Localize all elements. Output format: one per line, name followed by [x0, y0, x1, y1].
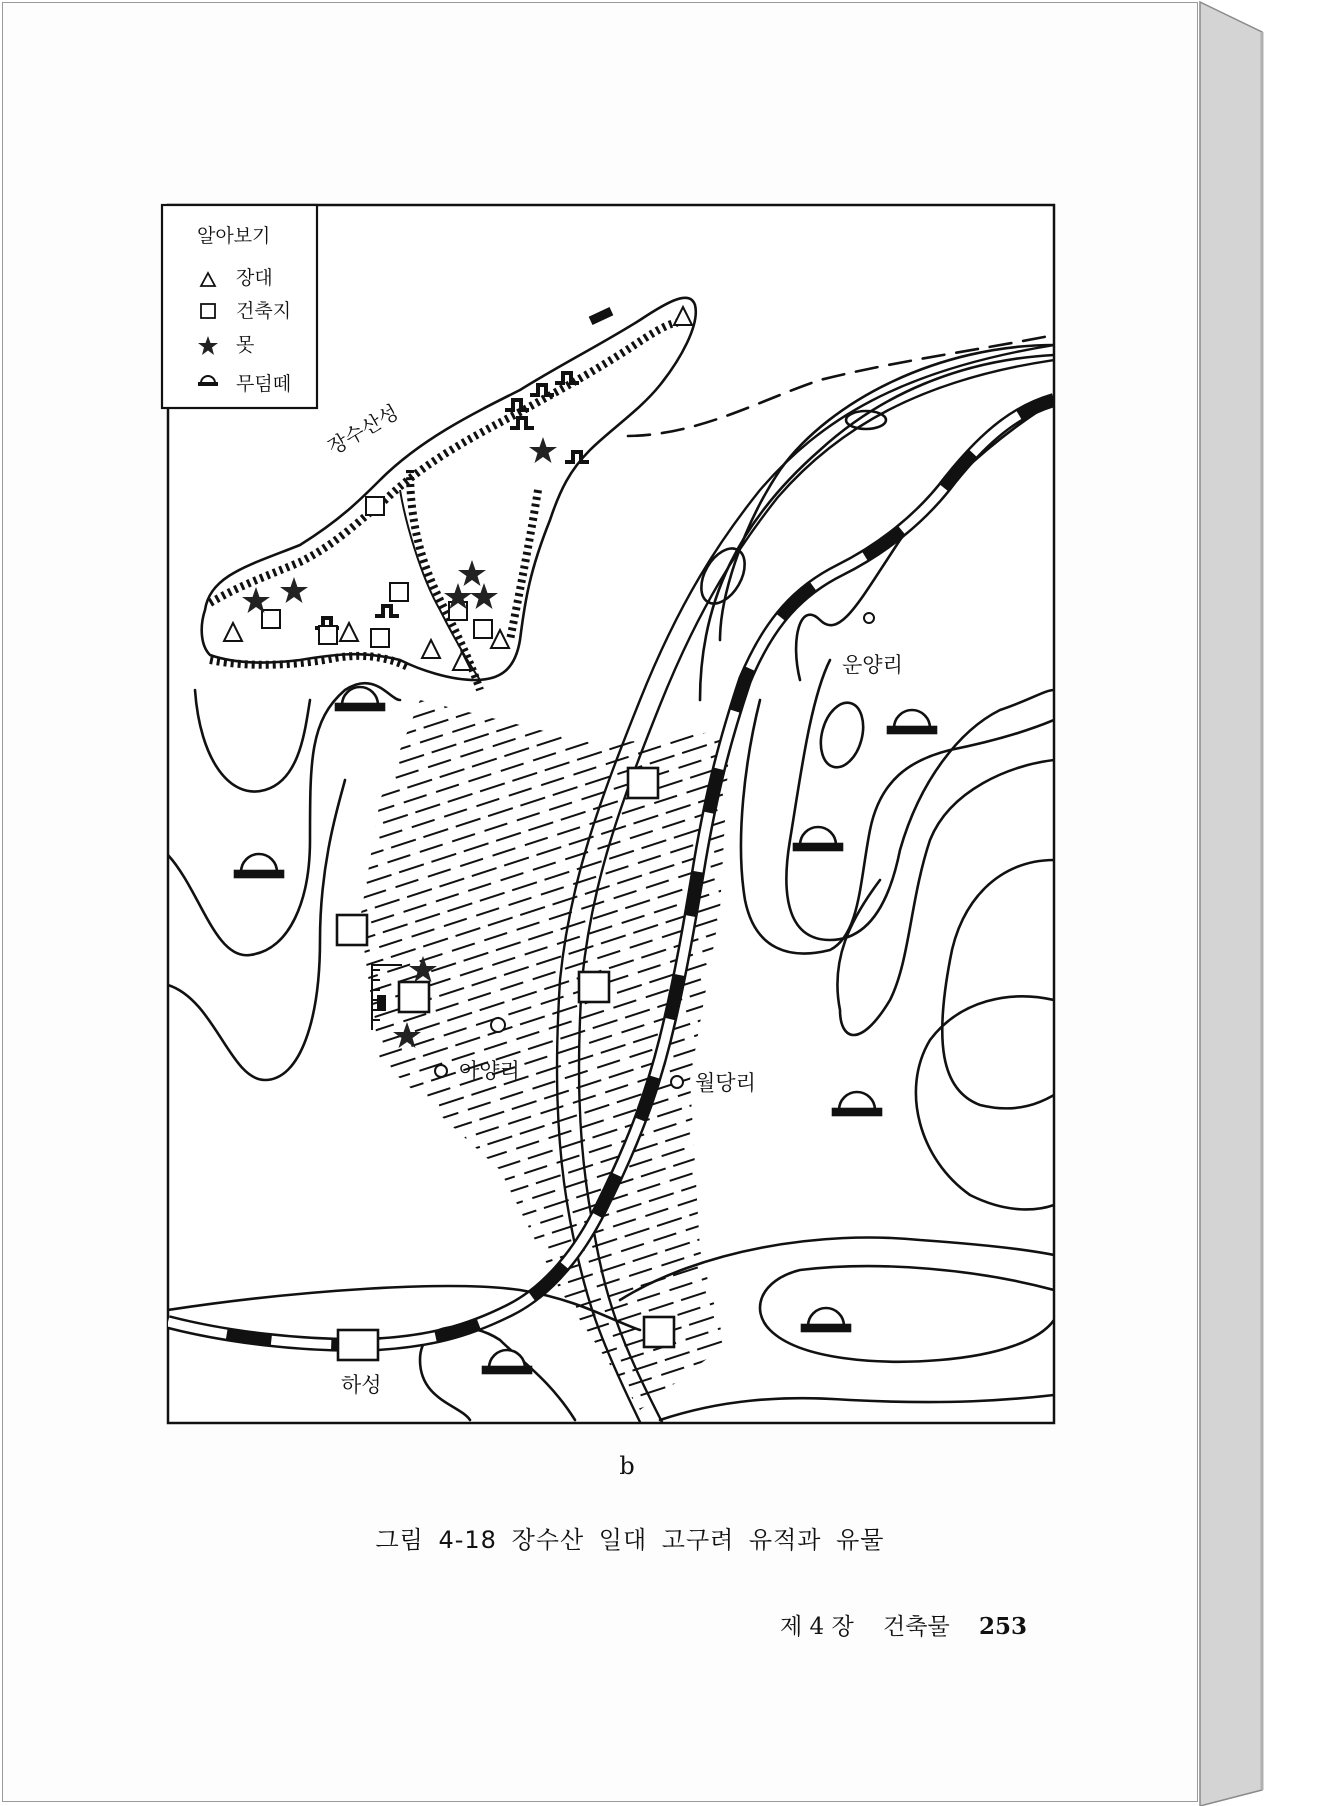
page-number: 253 — [978, 1613, 1027, 1640]
legend-label-watchtower: 장대 — [236, 267, 273, 289]
square-icon — [262, 610, 280, 628]
square-icon — [644, 1317, 674, 1347]
figure-letter: b — [619, 1452, 635, 1480]
square-icon — [366, 497, 384, 515]
legend-label-pond: 못 — [236, 334, 255, 356]
square-icon — [371, 629, 389, 647]
label-unyang-ri: 운양리 — [842, 653, 903, 677]
legend-title: 알아보기 — [197, 225, 271, 247]
village-dot-icon — [491, 1018, 505, 1032]
footer-section: 건축물 — [883, 1614, 950, 1640]
square-icon — [390, 583, 408, 601]
village-dot-icon — [864, 613, 874, 623]
square-icon — [579, 972, 609, 1002]
legend-label-building-site: 건축지 — [236, 300, 292, 322]
label-fortress: 장수산성 — [323, 399, 403, 460]
figure-caption: 그림 4-18 장수산 일대 고구려 유적과 유물 — [375, 1526, 885, 1554]
square-icon — [474, 620, 492, 638]
label-ayang-ri: 아양리 — [459, 1059, 520, 1083]
square-icon — [337, 915, 367, 945]
label-haseong: 하성 — [341, 1373, 382, 1397]
map-legend — [162, 205, 317, 408]
running-footer — [780, 1608, 1027, 1641]
footer-chapter: 제 4 장 — [780, 1614, 854, 1640]
square-icon — [319, 626, 337, 644]
square-icon — [201, 304, 215, 318]
square-icon — [338, 1330, 378, 1360]
label-woldang-ri: 월당리 — [695, 1071, 756, 1095]
village-dot-icon — [671, 1076, 683, 1088]
legend-label-tombs: 무덤떼 — [236, 373, 292, 395]
square-icon — [628, 768, 658, 798]
village-dot-icon — [435, 1065, 447, 1077]
square-icon — [399, 982, 429, 1012]
